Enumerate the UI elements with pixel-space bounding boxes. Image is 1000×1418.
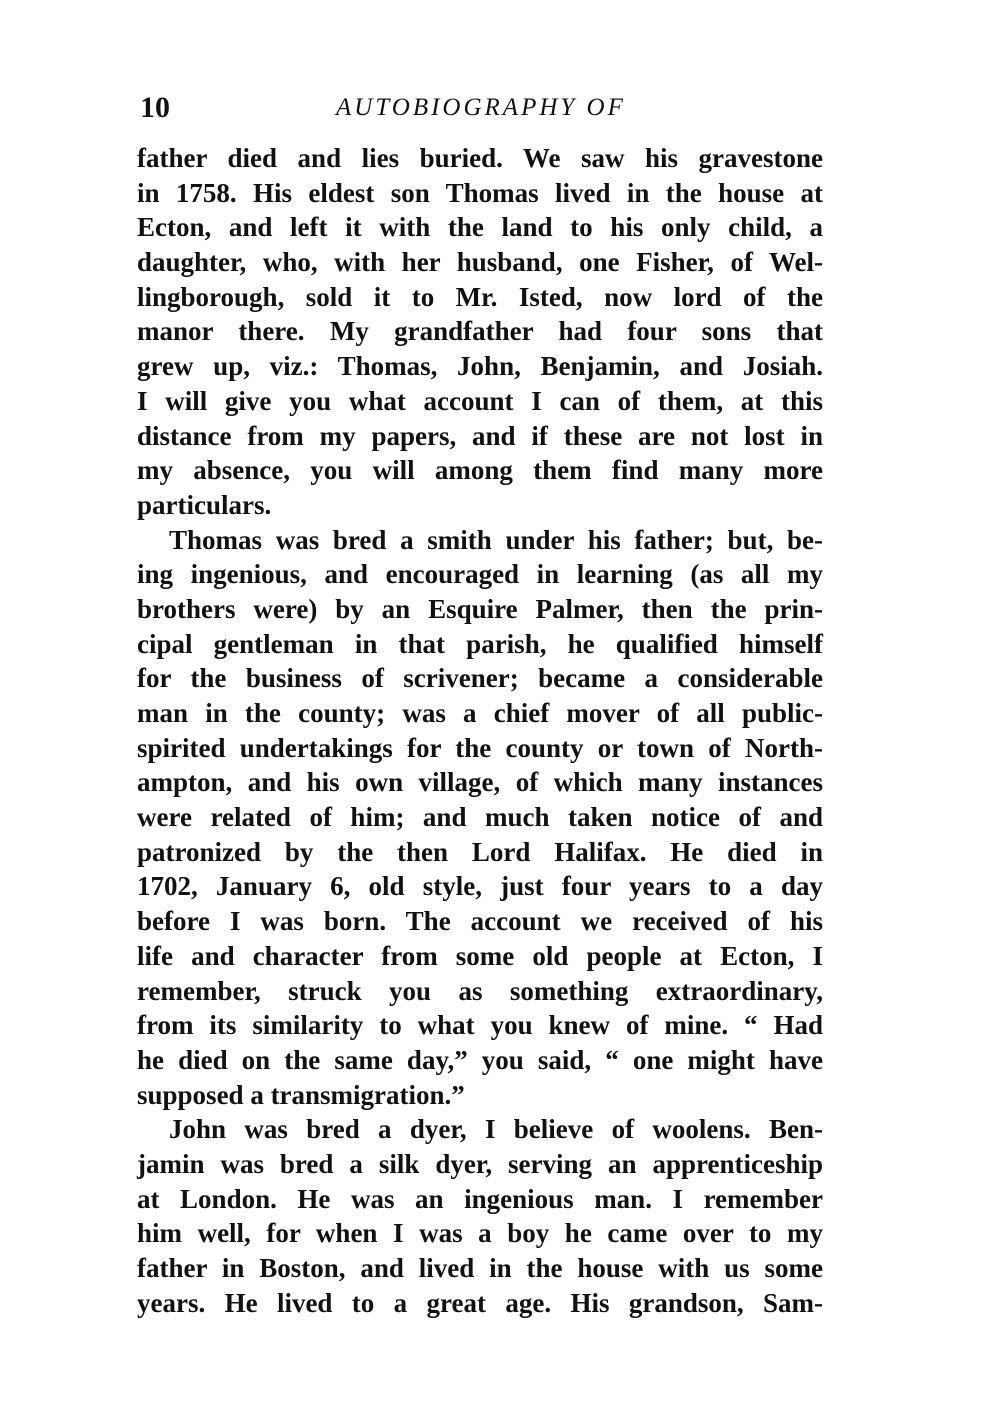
text-line: supposed a transmigration.” — [137, 1079, 465, 1110]
text-line: distance from my papers, and if these are not lost in — [137, 420, 823, 451]
text-line: he died on the same day,” you said, “ one might have — [137, 1044, 823, 1075]
text-line: 1702, January 6, old style, just four years to a day — [137, 871, 823, 902]
running-head — [140, 88, 840, 128]
text-line: Thomas was bred a smith under his father; but, be- — [169, 524, 823, 555]
text-line: from its similarity to what you knew of mine. “ Had — [137, 1010, 823, 1041]
text-line: father in Boston, and lived in the house with us some — [137, 1253, 823, 1283]
text-line: for the business of scrivener; became a considerable — [137, 663, 823, 694]
page-number: 10 — [140, 91, 170, 124]
paragraph-1 — [137, 141, 823, 523]
text-line: before I was born. The account we received of his — [137, 906, 823, 937]
text-line: jamin was bred a silk dyer, serving an apprenticeship — [137, 1148, 823, 1179]
text-line: man in the county; was a chief mover of all public- — [137, 698, 823, 728]
body-text — [137, 141, 823, 1320]
text-line: particulars. — [137, 489, 272, 520]
text-line: John was bred a dyer, I believe of woolens. Ben- — [169, 1114, 823, 1145]
text-line: my absence, you will among them find many more — [137, 455, 823, 486]
text-line: remember, struck you as something extraordinary, — [137, 975, 823, 1006]
text-line: at London. He was an ingenious man. I remember — [137, 1183, 823, 1214]
text-line: years. He lived to a great age. His grandson, Sam- — [137, 1287, 823, 1318]
text-line: were related of him; and much taken notice of and — [137, 802, 823, 833]
text-line: manor there. My grandfather had four sons that — [137, 316, 823, 347]
paragraph-2 — [137, 523, 823, 1113]
running-title: AUTOBIOGRAPHY OF — [336, 94, 626, 121]
text-line: I will give you what account I can of them, at this — [137, 385, 823, 416]
text-line: lingborough, sold it to Mr. Isted, now lord of the — [137, 281, 823, 312]
text-line: grew up, viz.: Thomas, John, Benjamin, and Josiah. — [137, 351, 823, 382]
text-line: ampton, and his own village, of which many instances — [137, 767, 823, 798]
paragraph-3 — [137, 1112, 823, 1320]
text-line: cipal gentleman in that parish, he qualified himself — [137, 628, 823, 659]
text-line: ing ingenious, and encouraged in learning (as all my — [137, 559, 823, 590]
text-line: Ecton, and left it with the land to his only child, a — [137, 212, 823, 243]
text-line: daughter, who, with her husband, one Fisher, of Wel- — [137, 247, 823, 278]
text-line: brothers were) by an Esquire Palmer, then the prin- — [137, 593, 823, 624]
text-line: in 1758. His eldest son Thomas lived in the house at — [137, 177, 823, 208]
text-line: father died and lies buried. We saw his gravestone — [137, 143, 823, 173]
text-line: spirited undertakings for the county or town of North- — [137, 732, 823, 763]
text-line: life and character from some old people at Ecton, I — [137, 940, 823, 971]
text-line: patronized by the then Lord Halifax. He died in — [137, 836, 823, 867]
text-line: him well, for when I was a boy he came over to my — [137, 1218, 823, 1249]
